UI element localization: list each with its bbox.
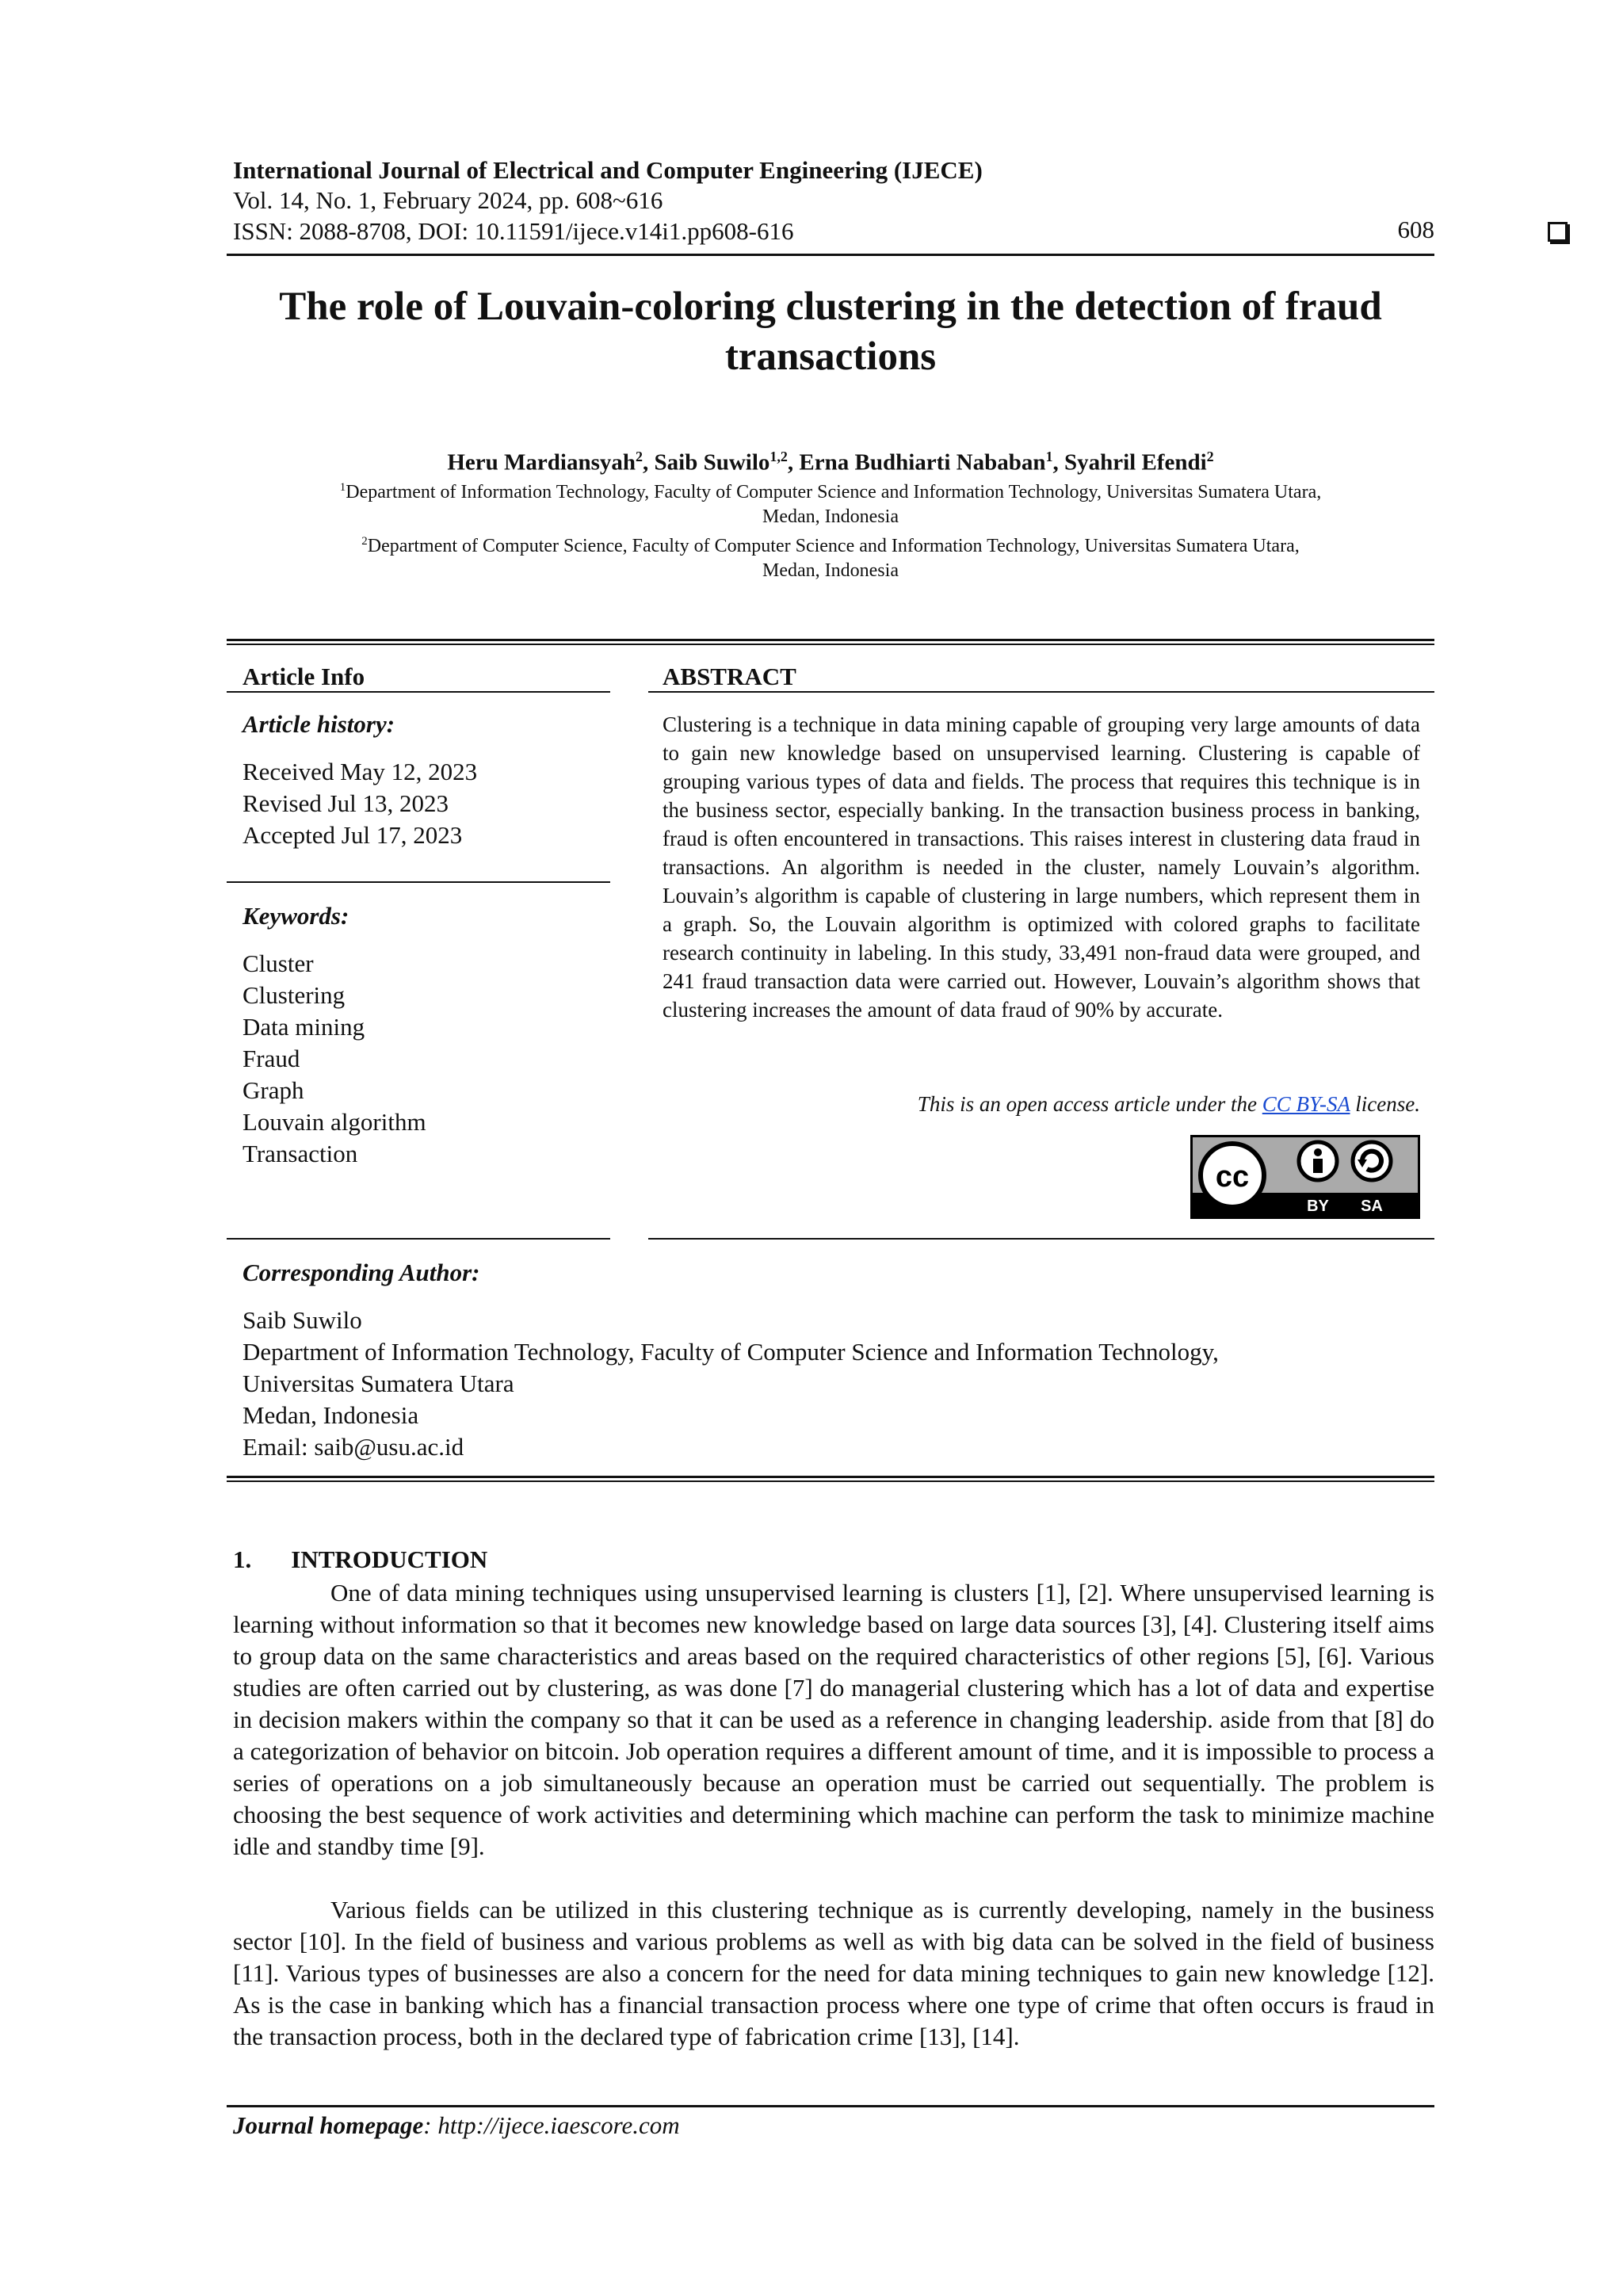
abstract-text: Clustering is a technique in data mining capable of grouping very large amounts of data to gain new knowledge based on unsupervised learning. Clustering is capable of grouping various types of data and fields. The process that requires this technique is in the business sector, especially banking. In the transaction business process in banking, fraud is often encountered in transactions. This raises interest in clustering data fraud in transactions. An algorithm is needed in the cluster, namely Louvain’s algorithm. Louvain’s algorithm is capable of clustering in large numbers, which represent them in a graph. So, the Louvain algorithm is optimized with colored graphs to facilitate research continuity in labeling. In this study, 33,491 non-fraud data were grouped, and 241 fraud transaction data were carried out. However, Louvain’s algorithm shows that clustering increases the amount of data fraud of 90% by accurate.	[663, 712, 1420, 1022]
article-history-list	[242, 756, 477, 851]
intro-paragraph-2: Various fields can be utilized in this clustering technique as is currently developing, namely in the business sector [10]. In the field of business and various problems as well as with big data can be solved in the field of business [11]. Various types of businesses are also a concern for the need for data mining techniques to gain new knowledge [12]. As is the case in banking which has a financial transaction process where one type of crime that often occurs is fraud in the transaction process, both in the declared type of fabrication crime [13], [14].	[233, 1896, 1434, 2050]
keyword-item: Clustering	[242, 981, 346, 1009]
cc-by-sa-badge[interactable]	[1190, 1135, 1420, 1219]
author-affiliation-mark: 1,2	[769, 449, 788, 464]
author-separator: ,	[787, 449, 800, 476]
affiliation-text: Department of Computer Science, Faculty of Computer Science and Information Technology, Universitas Sumatera Utara,	[367, 536, 1300, 556]
volume-line: Vol. 14, No. 1, February 2024, pp. 608~616	[233, 186, 663, 214]
corresponding-name: Saib Suwilo	[242, 1306, 362, 1334]
author-name: Saib Suwilo	[654, 449, 770, 476]
affiliation-2	[227, 529, 1434, 559]
introduction-heading	[233, 1545, 487, 1574]
author-affiliation-mark: 1	[1045, 449, 1053, 464]
author-separator: ,	[1052, 449, 1064, 476]
keywords-heading: Keywords:	[242, 902, 349, 930]
abstract-bottom-rule	[648, 1238, 1434, 1240]
abstract-rule	[648, 691, 1434, 693]
page-number: 608	[1397, 216, 1434, 243]
section-number: 1.	[233, 1545, 252, 1573]
license-suffix: license.	[1350, 1092, 1420, 1116]
license-link[interactable]: CC BY-SA	[1262, 1092, 1350, 1116]
journal-homepage	[233, 2111, 680, 2140]
paper-title	[227, 282, 1434, 382]
keyword-item: Data mining	[242, 1013, 365, 1041]
article-history-heading: Article history:	[242, 710, 395, 738]
author-affiliation-mark: 2	[1206, 449, 1214, 464]
license-prefix: This is an open access article under the	[917, 1092, 1262, 1116]
corresponding-heading: Corresponding Author:	[242, 1259, 480, 1286]
affiliation-number: 1	[339, 481, 346, 494]
affiliation-number: 2	[361, 535, 368, 548]
keyword-item: Cluster	[242, 949, 314, 977]
corresponding-university: Universitas Sumatera Utara	[242, 1370, 514, 1397]
affiliations	[227, 476, 1434, 583]
author-name: Heru Mardiansyah	[447, 449, 636, 476]
info-box-bottom-rule	[227, 1476, 1434, 1482]
revised-date: Revised Jul 13, 2023	[242, 789, 449, 817]
article-info-heading: Article Info	[242, 663, 365, 690]
keyword-item: Transaction	[242, 1140, 358, 1167]
cc-logo-text: cc	[1215, 1160, 1250, 1194]
corresponding-email: Email: saib@usu.ac.id	[242, 1433, 464, 1461]
journal-header	[233, 155, 983, 216]
affiliation-1	[227, 476, 1434, 505]
issn-doi-line: ISSN: 2088-8708, DOI: 10.11591/ijece.v14i1.pp608-616	[233, 217, 794, 245]
keywords-rule	[227, 1238, 610, 1240]
footer-rule	[227, 2105, 1434, 2107]
keywords-list	[242, 948, 426, 1170]
homepage-label: Journal homepage	[233, 2111, 424, 2139]
author-name: Erna Budhiarti Nababan	[799, 449, 1046, 476]
received-date: Received May 12, 2023	[242, 758, 478, 785]
square-bullet-icon	[1548, 222, 1568, 242]
keyword-item: Louvain algorithm	[242, 1108, 426, 1136]
share-alike-icon	[1353, 1142, 1391, 1180]
header-rule	[227, 254, 1434, 256]
title-line-2: transactions	[724, 334, 937, 379]
title-line-1: The role of Louvain-coloring clustering in the detection of fraud	[279, 285, 1382, 329]
intro-paragraph-1: One of data mining techniques using unsupervised learning is clusters [1], [2]. Where unsupervised learning is learning without information so that it becomes new knowledge based on large data sources [3], [4]. Clustering itself aims to group data on the same characteristics and areas based on the required characteristics of other regions [5], [6]. Various studies are often carried out by clustering, as was done [7] do managerial clustering which has a lot of data and expertise in decision makers within the company so that it can be used as a reference in changing leadership. aside from that [8] do a categorization of behavior on bitcoin. Job operation requires a different amount of time, and it is impossible to process a series of operations on a job simultaneously because an operation must be carried out sequentially. The problem is choosing the best sequence of work activities and determining which machine can perform the task to minimize machine idle and standby time [9].	[233, 1579, 1434, 1860]
corresponding-city: Medan, Indonesia	[242, 1401, 419, 1429]
issn-row	[233, 216, 1434, 247]
license-statement	[663, 1092, 1420, 1117]
corresponding-author-block	[242, 1305, 1219, 1463]
author-name: Syahril Efendi	[1064, 449, 1207, 476]
cc-badge-graphic	[1193, 1137, 1418, 1217]
author-affiliation-mark: 2	[636, 449, 643, 464]
affiliation-text: Department of Information Technology, Faculty of Computer Science and Information Technology, Universitas Sumatera Utara,	[346, 482, 1322, 502]
article-info-rule	[227, 691, 610, 693]
section-title: INTRODUCTION	[291, 1545, 488, 1573]
journal-title: International Journal of Electrical and Computer Engineering (IJECE)	[233, 156, 983, 184]
accepted-date: Accepted Jul 17, 2023	[242, 821, 463, 849]
history-rule	[227, 881, 610, 883]
affiliation-city: Medan, Indonesia	[762, 506, 899, 527]
author-separator: ,	[643, 449, 655, 476]
keyword-item: Fraud	[242, 1045, 300, 1072]
corresponding-dept: Department of Information Technology, Faculty of Computer Science and Information Technology,	[242, 1338, 1219, 1366]
homepage-url[interactable]: : http://ijece.iaescore.com	[423, 2111, 680, 2139]
badge-by-label: BY	[1307, 1198, 1329, 1215]
abstract-heading: ABSTRACT	[663, 663, 796, 690]
keyword-item: Graph	[242, 1076, 304, 1104]
affiliation-city: Medan, Indonesia	[762, 560, 899, 581]
badge-sa-label: SA	[1361, 1198, 1383, 1215]
author-list	[227, 441, 1434, 479]
info-box-top-rule	[227, 639, 1434, 645]
